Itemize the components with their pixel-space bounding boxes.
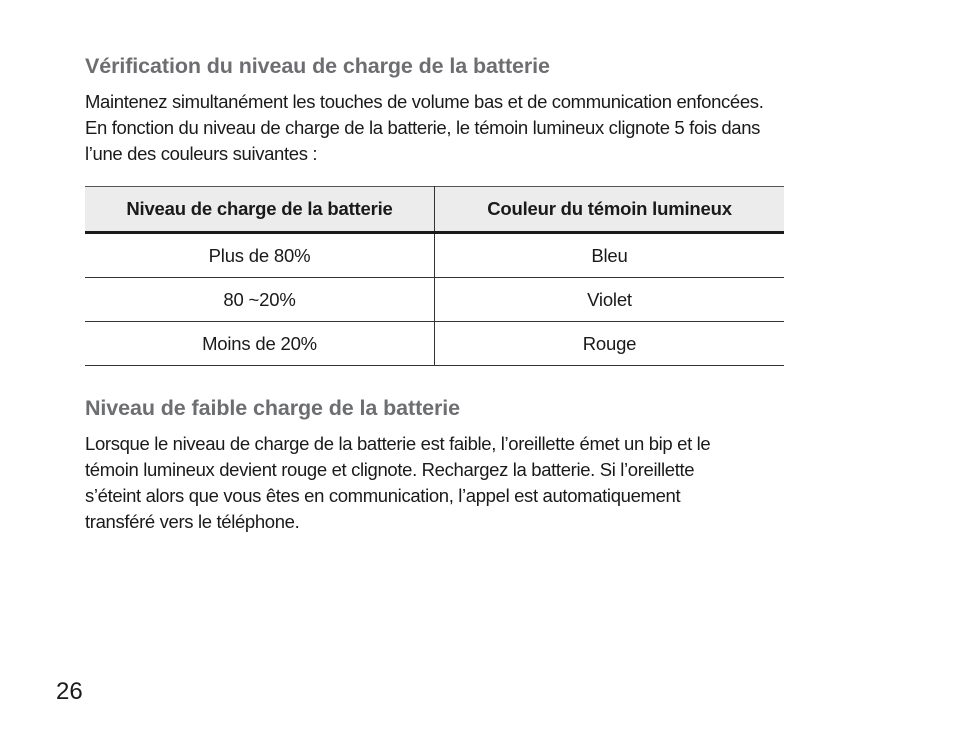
led-color-cell: Bleu xyxy=(435,233,785,278)
paragraph-line: transféré vers le téléphone. xyxy=(85,511,300,532)
paragraph-line: s’éteint alors que vous êtes en communication, l’appel est automatiquement xyxy=(85,485,681,506)
paragraph-line: Maintenez simultanément les touches de volume bas et de communication enfoncées. xyxy=(85,91,764,112)
paragraph-line: témoin lumineux devient rouge et clignote. Rechargez la batterie. Si l’oreillette xyxy=(85,459,695,480)
paragraph-line: l’une des couleurs suivantes : xyxy=(85,143,318,164)
battery-check-paragraph xyxy=(85,89,763,167)
charge-level-cell: Plus de 80% xyxy=(85,233,435,278)
section-title-battery-check: Vérification du niveau de charge de la batterie xyxy=(85,54,550,78)
page-number: 26 xyxy=(56,678,83,705)
charge-level-cell: Moins de 20% xyxy=(85,322,435,366)
column-header-charge-level: Niveau de charge de la batterie xyxy=(85,187,435,233)
paragraph-line: En fonction du niveau de charge de la batterie, le témoin lumineux clignote 5 fois dans xyxy=(85,117,761,138)
charge-level-cell: 80 ~20% xyxy=(85,278,435,322)
table-row xyxy=(85,233,784,278)
paragraph-line: Lorsque le niveau de charge de la batterie est faible, l’oreillette émet un bip et le xyxy=(85,433,711,454)
low-battery-paragraph xyxy=(85,431,710,535)
table-row xyxy=(85,322,784,366)
table-header-row xyxy=(85,187,784,233)
led-color-cell: Violet xyxy=(435,278,785,322)
section-title-low-battery: Niveau de faible charge de la batterie xyxy=(85,396,460,420)
table-row xyxy=(85,278,784,322)
charge-level-table xyxy=(85,186,784,366)
column-header-led-color: Couleur du témoin lumineux xyxy=(435,187,785,233)
led-color-cell: Rouge xyxy=(435,322,785,366)
